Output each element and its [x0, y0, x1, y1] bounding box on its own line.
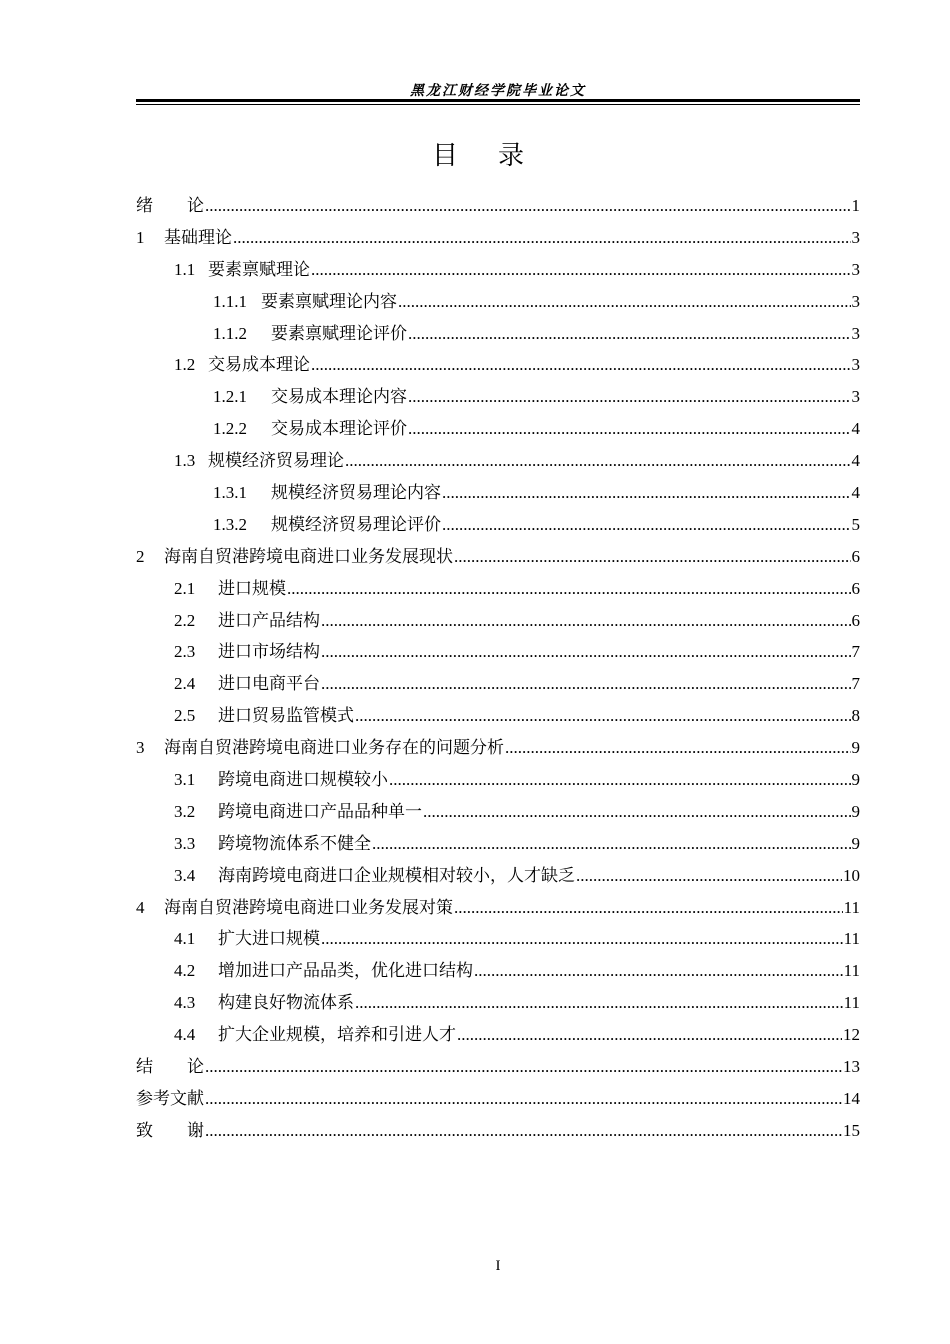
toc-entry[interactable]: [136, 1115, 860, 1147]
toc-entry-label: 要素禀赋理论: [208, 259, 310, 279]
toc-entry-label: 结 论: [136, 1057, 204, 1077]
toc-entry-number: 3: [136, 738, 145, 758]
toc-entry-label: 要素禀赋理论内容: [261, 291, 397, 311]
toc-entry-label: 进口产品结构: [218, 610, 320, 630]
toc-dot-leader: [423, 796, 851, 828]
toc-dot-leader: [205, 1051, 842, 1083]
toc-entry-page: 7: [851, 642, 860, 662]
toc-dot-leader: [576, 860, 842, 892]
toc-entry-page: 4: [851, 451, 860, 471]
toc-entry-number: 2.3: [174, 642, 196, 662]
toc-dot-leader: [311, 349, 851, 381]
running-header: 黑龙江财经学院毕业论文: [410, 83, 586, 99]
toc-entry-page: 9: [851, 738, 860, 758]
toc-entry-page: 11: [843, 993, 860, 1013]
toc-entry-number: 4.3: [174, 993, 196, 1013]
toc-entry-page: 4: [851, 419, 860, 439]
toc-entry-number: 1: [136, 227, 145, 247]
toc-entry-label: 规模经济贸易理论: [208, 451, 344, 471]
toc-entry[interactable]: [136, 509, 860, 541]
toc-entry-number: 4: [136, 897, 145, 917]
toc-entry-label: 交易成本理论内容: [271, 387, 407, 407]
toc-entry-label: 基础理论: [164, 227, 232, 247]
toc-dot-leader: [321, 668, 851, 700]
toc-entry-page: 9: [851, 801, 860, 821]
toc-entry[interactable]: [136, 892, 860, 924]
table-of-contents: [136, 190, 860, 1147]
toc-entry-page: 3: [851, 227, 860, 247]
toc-entry[interactable]: [136, 254, 860, 286]
toc-entry-page: 6: [851, 546, 860, 566]
toc-entry[interactable]: [136, 222, 860, 254]
header-rule-thick: [136, 99, 860, 102]
toc-entry[interactable]: [136, 987, 860, 1019]
toc-entry-label: 扩大进口规模: [218, 929, 320, 949]
toc-entry[interactable]: [136, 573, 860, 605]
toc-dot-leader: [408, 413, 851, 445]
toc-entry-page: 11: [843, 961, 860, 981]
toc-entry[interactable]: [136, 477, 860, 509]
toc-entry-page: 7: [851, 674, 860, 694]
toc-entry[interactable]: [136, 828, 860, 860]
toc-entry-page: 13: [843, 1057, 860, 1077]
toc-entry[interactable]: [136, 700, 860, 732]
toc-entry[interactable]: [136, 349, 860, 381]
toc-entry-label: 交易成本理论评价: [271, 419, 407, 439]
toc-entry-number: 2.5: [174, 706, 196, 726]
toc-entry-label: 绪 论: [136, 196, 204, 215]
toc-entry-number: 3.1: [174, 770, 196, 790]
toc-entry-number: 3.4: [174, 865, 196, 885]
toc-entry-label: 扩大企业规模，培养和引进人才: [218, 1025, 456, 1045]
toc-entry-number: 1.2.1: [213, 387, 247, 407]
toc-entry-label: 致 谢: [136, 1120, 204, 1140]
toc-entry-page: 9: [851, 770, 860, 790]
toc-entry-page: 3: [851, 355, 860, 375]
toc-entry-page: 11: [843, 897, 860, 917]
toc-entry-page: 12: [843, 1025, 860, 1045]
toc-entry-number: 3.2: [174, 801, 196, 821]
toc-dot-leader: [454, 892, 843, 924]
toc-entry-label: 跨境电商进口规模较小: [218, 770, 388, 790]
toc-entry[interactable]: [136, 190, 860, 222]
toc-dot-leader: [398, 286, 851, 318]
toc-dot-leader: [321, 605, 851, 637]
toc-entry-number: 4.1: [174, 929, 196, 949]
toc-entry-page: 4: [851, 483, 860, 503]
toc-entry[interactable]: [136, 286, 860, 318]
toc-entry-page: 3: [851, 387, 860, 407]
toc-entry-number: 2.1: [174, 578, 196, 598]
toc-entry-label: 海南跨境电商进口企业规模相对较小，人才缺乏: [218, 865, 575, 885]
toc-dot-leader: [442, 509, 851, 541]
toc-entry-page: 15: [843, 1120, 860, 1140]
toc-dot-leader: [408, 318, 851, 350]
toc-dot-leader: [474, 955, 843, 987]
toc-entry-page: 6: [851, 578, 860, 598]
toc-entry-label: 增加进口产品品类，优化进口结构: [218, 961, 473, 981]
toc-entry[interactable]: [136, 732, 860, 764]
toc-entry[interactable]: [136, 668, 860, 700]
toc-entry-number: 1.3.2: [213, 514, 247, 534]
toc-entry[interactable]: [136, 381, 860, 413]
toc-dot-leader: [355, 987, 843, 1019]
toc-entry[interactable]: [136, 1083, 860, 1115]
toc-dot-leader: [311, 254, 851, 286]
toc-entry-page: 14: [843, 1088, 860, 1108]
toc-entry-label: 规模经济贸易理论评价: [271, 514, 441, 534]
toc-dot-leader: [287, 573, 851, 605]
toc-entry-label: 要素禀赋理论评价: [271, 323, 407, 343]
toc-entry[interactable]: [136, 955, 860, 987]
toc-entry-page: 6: [851, 610, 860, 630]
toc-entry-label: 海南自贸港跨境电商进口业务发展对策: [164, 897, 453, 917]
toc-dot-leader: [442, 477, 851, 509]
toc-entry[interactable]: [136, 605, 860, 637]
toc-entry-number: 1.3.1: [213, 483, 247, 503]
toc-dot-leader: [457, 1019, 842, 1051]
toc-entry-label: 构建良好物流体系: [218, 993, 354, 1013]
toc-entry-label: 规模经济贸易理论内容: [271, 483, 441, 503]
toc-entry-label: 进口电商平台: [218, 674, 320, 694]
toc-entry-label: 进口市场结构: [218, 642, 320, 662]
toc-entry-number: 4.2: [174, 961, 196, 981]
toc-dot-leader: [205, 1115, 842, 1147]
toc-entry[interactable]: [136, 413, 860, 445]
toc-entry-page: 8: [851, 706, 860, 726]
toc-dot-leader: [321, 923, 843, 955]
toc-entry[interactable]: [136, 541, 860, 573]
toc-entry-number: 1.2.2: [213, 419, 247, 439]
toc-dot-leader: [372, 828, 851, 860]
header-rule-thin: [136, 104, 860, 105]
toc-entry-number: 1.2: [174, 355, 196, 375]
toc-entry-page: 3: [851, 291, 860, 311]
toc-entry-number: 1.1: [174, 259, 196, 279]
toc-entry[interactable]: [136, 318, 860, 350]
toc-entry[interactable]: [136, 923, 860, 955]
toc-entry-label: 交易成本理论: [208, 355, 310, 375]
toc-entry-label: 跨境电商进口产品品种单一: [218, 801, 422, 821]
toc-entry[interactable]: [136, 860, 860, 892]
toc-dot-leader: [345, 445, 851, 477]
toc-entry[interactable]: [136, 636, 860, 668]
toc-entry-label: 进口规模: [218, 578, 286, 598]
toc-entry-page: 5: [851, 514, 860, 534]
toc-dot-leader: [321, 636, 851, 668]
toc-entry-label: 跨境物流体系不健全: [218, 833, 371, 853]
toc-entry-label: 海南自贸港跨境电商进口业务存在的问题分析: [164, 738, 504, 758]
toc-entry-page: 9: [851, 833, 860, 853]
toc-entry-number: 1.1.2: [213, 323, 247, 343]
toc-entry-page: 3: [851, 323, 860, 343]
toc-dot-leader: [389, 764, 851, 796]
toc-entry-page: 11: [843, 929, 860, 949]
toc-dot-leader: [205, 190, 851, 222]
toc-entry-label: 进口贸易监管模式: [218, 706, 354, 726]
toc-entry-page: 1: [851, 196, 860, 215]
toc-dot-leader: [505, 732, 851, 764]
page-number: I: [495, 1258, 501, 1274]
toc-entry-number: 1.1.1: [213, 291, 247, 311]
toc-entry[interactable]: [136, 445, 860, 477]
toc-entry-page: 10: [843, 865, 860, 885]
toc-entry[interactable]: [136, 764, 860, 796]
toc-dot-leader: [233, 222, 851, 254]
toc-entry[interactable]: [136, 1019, 860, 1051]
toc-entry-number: 4.4: [174, 1025, 196, 1045]
page-title: 目录: [431, 141, 564, 171]
toc-entry-label: 参考文献: [136, 1088, 204, 1108]
toc-entry-label: 海南自贸港跨境电商进口业务发展现状: [164, 546, 453, 566]
toc-entry[interactable]: [136, 1051, 860, 1083]
toc-entry-page: 3: [851, 259, 860, 279]
toc-dot-leader: [205, 1083, 842, 1115]
toc-entry-number: 3.3: [174, 833, 196, 853]
toc-entry-number: 1.3: [174, 451, 196, 471]
toc-entry-number: 2: [136, 546, 145, 566]
toc-dot-leader: [408, 381, 851, 413]
toc-entry[interactable]: [136, 796, 860, 828]
toc-dot-leader: [454, 541, 851, 573]
toc-dot-leader: [355, 700, 851, 732]
toc-entry-number: 2.2: [174, 610, 196, 630]
toc-entry-number: 2.4: [174, 674, 196, 694]
